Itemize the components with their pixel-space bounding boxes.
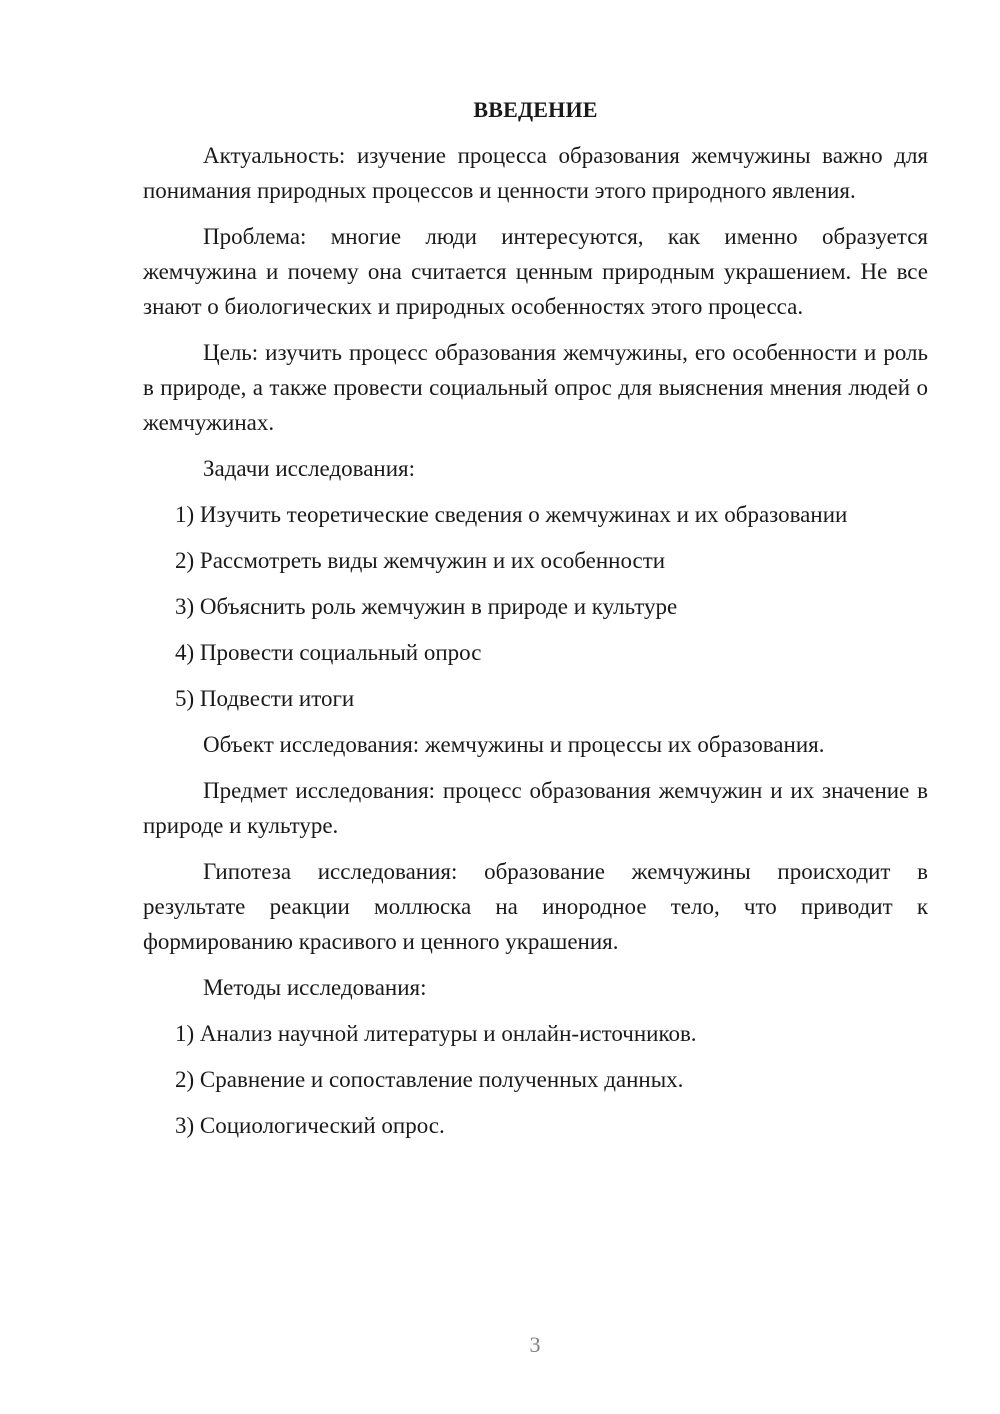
task-item-1: 1) Изучить теоретические сведения о жемчужинах и их образовании xyxy=(175,502,848,527)
tasks-heading: Задачи исследования: xyxy=(203,456,416,481)
object-paragraph: Объект исследования: жемчужины и процессы их образования. xyxy=(203,732,825,757)
method-item-3: 3) Социологический опрос. xyxy=(175,1113,445,1138)
relevance-paragraph: Актуальность: изучение процесса образования жемчужины важно для понимания природных процессов и ценности этого природного явления. xyxy=(143,143,928,203)
task-item-2: 2) Рассмотреть виды жемчужин и их особенности xyxy=(175,548,666,573)
method-item-1: 1) Анализ научной литературы и онлайн-источников. xyxy=(175,1021,697,1046)
problem-paragraph: Проблема: многие люди интересуются, как именно образуется жемчужина и почему она считается ценным природным украшением. Не все знают о биологических и природных особенностях этого процесса. xyxy=(143,224,928,319)
task-item-5: 5) Подвести итоги xyxy=(175,686,355,711)
methods-heading: Методы исследования: xyxy=(203,975,427,1000)
goal-paragraph: Цель: изучить процесс образования жемчужины, его особенности и роль в природе, а также провести социальный опрос для выяснения мнения людей о жемчужинах. xyxy=(143,340,928,435)
page-number: 3 xyxy=(529,1332,541,1357)
section-title: ВВЕДЕНИЕ xyxy=(473,97,598,122)
task-item-4: 4) Провести социальный опрос xyxy=(175,640,482,665)
subject-paragraph: Предмет исследования: процесс образования жемчужин и их значение в природе и культуре. xyxy=(143,778,928,838)
method-item-2: 2) Сравнение и сопоставление полученных данных. xyxy=(175,1067,684,1092)
page-content xyxy=(143,92,928,1143)
task-item-3: 3) Объяснить роль жемчужин в природе и культуре xyxy=(175,594,678,619)
hypothesis-paragraph: Гипотеза исследования: образование жемчужины происходит в результате реакции моллюска на инородное тело, что приводит к формированию красивого и ценного украшения. xyxy=(143,859,928,954)
